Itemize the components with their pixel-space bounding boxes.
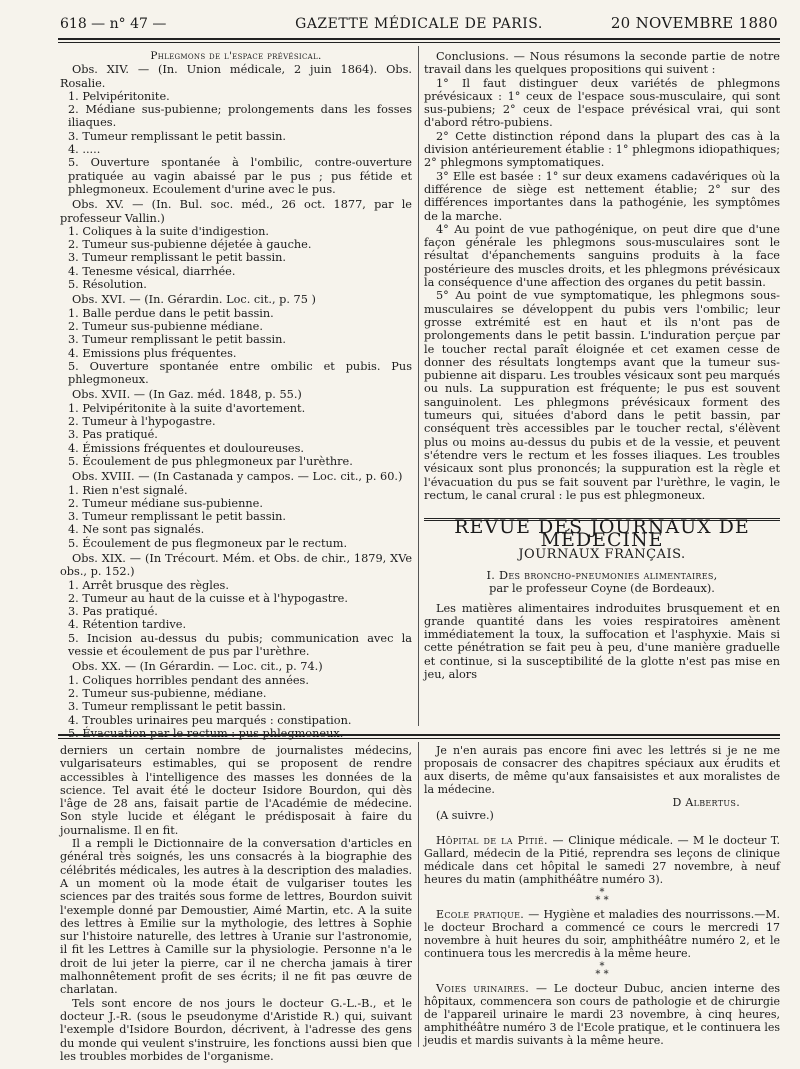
right-bottom-column [424, 744, 780, 1047]
obs-16-item: 4. Emissions plus fréquentes. [68, 346, 237, 360]
notice-item [424, 982, 780, 1047]
obs-20-item: 4. Troubles urinaires peu marqués : constipation. [68, 713, 352, 727]
obs-19-item: 1. Arrêt brusque des règles. [68, 578, 229, 592]
obs-16-item: 3. Tumeur remplissant le petit bassin. [68, 333, 286, 347]
obs-18-item: 4. Ne sont pas signalés. [68, 523, 205, 537]
obs-19-title: Obs. XIX. — (In Trécourt. Mém. et Obs. de chir., 1879, XVe obs., p. 152.) [60, 551, 412, 579]
to-be-continued: (A suivre.) [436, 809, 494, 822]
conclusion-para: 4° Au point de vue pathogénique, on peut dire que d'une façon générale les phlegmons sous-musculaires sont le résultat d'épanchements sanguins produits à la face postérieure des muscles droits, et les phlegmons prévésicaux la conséquence d'une affection des organes du petit bassin. [424, 222, 780, 290]
obs-19-item: 5. Incision au-dessus du pubis; communication avec la vessie et écoulement de pus par l'urèthre. [68, 631, 412, 659]
obs-20-item: 2. Tumeur sus-pubienne, médiane. [68, 686, 267, 700]
article-text: Les matières alimentaires indroduites brusquement et en grande quantité dans les voies respiratoires amènent immédiatement la toux, la suffocation et l'asphyxie. Mais si cette pénétration se fait peu à peu, d'une manière graduelle et continue, si la susceptibilité de la glotte n'est pas mise en jeu, alors [424, 601, 780, 682]
obs-19-item: 2. Tumeur au haut de la cuisse et à l'hypogastre. [68, 591, 348, 605]
obs-16-item: 1. Balle perdue dans le petit bassin. [68, 306, 274, 320]
notice-item [424, 834, 780, 886]
left-top-column [60, 50, 412, 740]
conclusion-para: 5° Au point de vue symptomatique, les phlegmons sous-musculaires se développent du pubis vers l'ombilic; leur grosse extrémité est en haut et ils n'ont pas de prolongements dans le petit bassin. L'induration perçue par le toucher rectal paraît éloignée et cet examen cesse de donner des résultats longtemps avant que la tumeur sus-pubienne ait disparu. Les troubles vésicaux sont peu marqués ou nuls. La suppuration est fréquente; le pus est souvent sanguinolent. Les phlegmons prévésicaux forment des tumeurs qui, situées d'abord dans le petit bassin, par conséquent très accessibles par le toucher rectal, s'élèvent plus ou moins au-dessus du pubis et de la vessie, et peuvent s'étendre vers le rectum et les fosses iliaques. Les troubles vésicaux sont plus prononcés; la suppuration est la règle et l'évacuation du pus se fait souvent par l'urèthre, le vagin, le rectum, le canal crural : le pus est phlegmoneux. [424, 289, 780, 502]
signature: D Albertus. [672, 796, 740, 809]
obs-20-item: 5. Évacuation par le rectum : pus phlegmoneux. [68, 726, 344, 740]
article-title: I. Des broncho-pneumonies alimentaires, [486, 568, 718, 582]
journal-title: GAZETTE MÉDICALE DE PARIS. [295, 16, 543, 32]
notice-text: Clinique médicale. — M le docteur T. Gallard, médecin de la Pitié, reprendra ses leçons de clinique médicale dans cet hôpital le samedi 27 novembre, à neuf heures du matin (amphithéâtre numéro 3). [424, 834, 780, 886]
closing-para: Je n'en aurais pas encore fini avec les lettrés si je ne me proposais de consacrer des chapitres spéciaux aux érudits et aux diserts, de même qu'aux fansaisistes et aux moralistes de la médecine. [424, 744, 780, 796]
notice-text: Le docteur Dubuc, ancien interne des hôpitaux, commencera son cours de pathologie et de chirurgie de l'appareil urinaire le mardi 23 novembre, à cinq heures, amphithéâtre numéro 3 de l'Ecole pratique, et le continuera les jeudis et mardis suivants à la même heure. [424, 982, 780, 1047]
mid-rule-thin [58, 738, 780, 739]
page-header [60, 14, 778, 36]
article-author: par le professeur Coyne (de Bordeaux). [489, 582, 715, 596]
obs-17-item: 3. Pas pratiqué. [68, 428, 158, 442]
obs-20-item: 3. Tumeur remplissant le petit bassin. [68, 700, 286, 714]
obs-14-item: 5. Ouverture spontanée à l'ombilic, contre-ouverture pratiquée au vagin abaissé par le pus ; pus fétide et phlegmoneux. Ecoulement d'urine avec le pus. [68, 156, 412, 196]
notice-label: Hôpital de la Pitié. — [436, 834, 564, 847]
notice-item [424, 908, 780, 960]
header-rule [58, 38, 780, 40]
obs-14-item: 2. Médiane sus-pubienne; prolongements dans les fosses iliaques. [68, 103, 412, 130]
obs-14-title: Obs. XIV. — (In. Union médicale, 2 juin 1864). Obs. Rosalie. [60, 63, 412, 90]
obs-18-item: 2. Tumeur médiane sus-pubienne. [68, 496, 263, 510]
notice-text: Hygiène et maladies des nourrissons.—M. le docteur Brochard a commencé ce cours le mercredi 17 novembre à huit heures du soir, amphithéâtre numéro 2, et le continuera tous les mercredis à la même heure. [424, 908, 781, 960]
feuilleton-para: derniers un certain nombre de journalistes médecins, vulgarisateurs estimables, qui se proposent de rendre accessibles à l'intelligence des masses les données de la science. Tel avait été le docteur Isidore Bourdon, qui dès l'âge de 28 ans, faisait partie de l'Académie de médecine. Son style lucide et élégant le prédisposait à faire du journalisme. Il en fit. [60, 744, 412, 837]
conclusion-para: 3° Elle est basée : 1° sur deux examens cadavériques où la différence de siège est nettement établie; 2° sur des différences importantes dans la pathogénie, les symptômes de la marche. [424, 169, 780, 223]
obs-17-item: 2. Tumeur à l'hypogastre. [68, 415, 216, 429]
obs-16-title: Obs. XVI. — (In. Gérardin. Loc. cit., p. 75 ) [72, 293, 316, 307]
column-divider-top [418, 46, 419, 726]
obs-15-item: 1. Coliques à la suite d'indigestion. [68, 224, 269, 238]
feuilleton-para: Tels sont encore de nos jours le docteur G.-L.-B., et le docteur J.-R. (sous le pseudonyme d'Aristide R.) qui, suivant l'exemple d'Isidore Bourdon, décrivent, à l'adresse des gens du monde qui veulent s'instruire, les fonctions aussi bien que les troubles morbides de l'organisme. [60, 996, 412, 1063]
obs-18-title: Obs. XVIII. — (In Castanada y campos. — Loc. cit., p. 60.) [72, 470, 403, 484]
left-bottom-column [60, 744, 412, 1063]
obs-20-item: 1. Coliques horribles pendant des années. [68, 673, 309, 687]
obs-14-item: 4. ..... [68, 143, 101, 157]
conclusion-para: 2° Cette distinction répond dans la plupart des cas à la division antérieurement établie : 1° phlegmons idiopathiques; 2° phlegmons symptomatiques. [424, 129, 780, 170]
obs-16-item: 2. Tumeur sus-pubienne médiane. [68, 319, 263, 333]
obs-15-item: 4. Tenesme vésical, diarrhée. [68, 264, 236, 278]
section-heading: Phlegmons de l'espace prévésical. [150, 50, 322, 62]
obs-19-item: 4. Rétention tardive. [68, 618, 187, 632]
conclusions-intro: Conclusions. — Nous résumons la seconde partie de notre travail dans les quelques propositions qui suivent : [424, 50, 780, 77]
column-divider-bottom [418, 742, 419, 1047]
obs-16-item: 5. Ouverture spontanée entre ombilic et pubis. Pus phlegmoneux. [68, 359, 412, 387]
obs-17-title: Obs. XVII. — (In Gaz. méd. 1848, p. 55.) [72, 388, 302, 402]
obs-18-item: 1. Rien n'est signalé. [68, 483, 188, 497]
obs-18-item: 5. Écoulement de pus flegmoneux par le rectum. [68, 536, 348, 550]
conclusion-para: 1° Il faut distinguer deux variétés de phlegmons prévésicaux : 1° ceux de l'espace sous-musculaire, qui sont sus-pubiens; 2° ceux de l'espace prévésical vrai, qui sont d'abord rétro-pubiens. [424, 76, 780, 130]
obs-20-title: Obs. XX. — (In Gérardin. — Loc. cit., p. 74.) [72, 660, 323, 674]
right-top-column [424, 50, 780, 681]
obs-15-item: 3. Tumeur remplissant le petit bassin. [68, 251, 286, 265]
revue-title: REVUE DES JOURNAUX DE MÉDECINE [454, 516, 750, 552]
page-number: 618 — n° 47 — [60, 16, 167, 32]
obs-15-item: 5. Résolution. [68, 278, 147, 292]
asterism: * * * [595, 887, 609, 906]
notice-label: Voies urinaires. — [436, 982, 548, 995]
obs-15-title: Obs. XV. — (In. Bul. soc. méd., 26 oct. 1877, par le professeur Vallin.) [60, 198, 412, 225]
obs-19-item: 3. Pas pratiqué. [68, 605, 158, 619]
obs-17-item: 1. Pelvipéritonite à la suite d'avortement. [68, 401, 306, 415]
obs-14-item: 3. Tumeur remplissant le petit bassin. [68, 129, 286, 143]
asterism: * * * [595, 961, 609, 980]
feuilleton-para: Il a rempli le Dictionnaire de la conversation d'articles en général très soignés, les uns consacrés à la biographie des célébrités médicales, les autres à la description des maladies. A un moment où la mode était de vulgariser toutes les sciences par des traités sous forme de lettres, Bourdon suivit l'exemple donné par Demoustier, Aimé Martin, etc. A la suite des lettres à Emilie sur la mythologie, des lettres à Sophie sur l'histoire naturelle, des lettres à Uranie sur l'astronomie, il fit les Lettres à Camille sur la physiologie. Personne n'a le droit de lui jeter la pierre, car il ne chercha jamais à tirer malhonnêtement profit de ses écrits; il ne fit pas œuvre de charlatan. [60, 837, 412, 997]
issue-date: 20 NOVEMBRE 1880 [610, 14, 778, 32]
obs-18-item: 3. Tumeur remplissant le petit bassin. [68, 510, 286, 524]
notice-label: Ecole pratique. — [436, 908, 540, 921]
header-rule-thin [58, 42, 780, 43]
obs-17-item: 5. Écoulement de pus phlegmoneux par l'urèthre. [68, 454, 353, 468]
mid-rule [58, 734, 780, 736]
revue-subtitle: JOURNAUX FRANÇAIS. [518, 546, 686, 562]
obs-15-item: 2. Tumeur sus-pubienne déjetée à gauche. [68, 238, 312, 252]
obs-17-item: 4. Émissions fréquentes et douloureuses. [68, 441, 305, 455]
obs-14-item: 1. Pelvipéritonite. [68, 89, 170, 103]
